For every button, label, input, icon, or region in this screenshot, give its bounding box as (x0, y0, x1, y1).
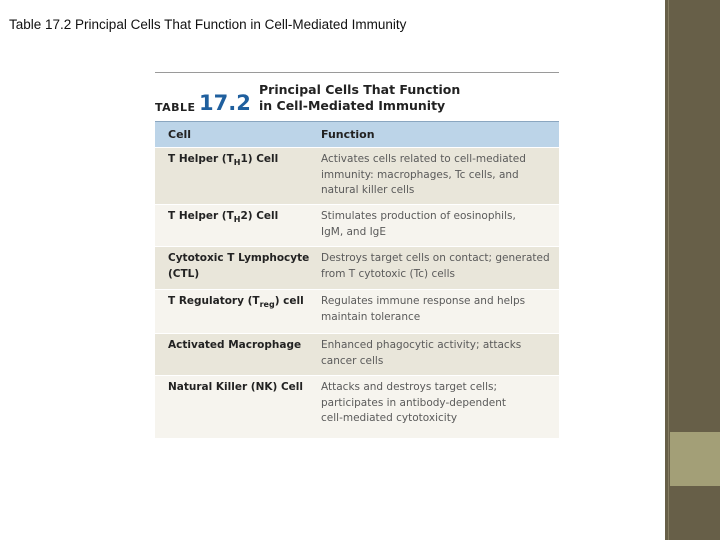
table-row (155, 289, 559, 333)
cell-name-text: T Regulatory (T (168, 295, 260, 307)
cell-name-subscript: H (233, 215, 241, 225)
cell-name (155, 290, 321, 333)
table-row (155, 375, 559, 438)
table-header (155, 73, 559, 121)
cell-function: Activates cells related to cell-mediated immunity: macrophages, Tc cells, and natural killer cells (321, 153, 526, 196)
cell-function: Stimulates production of eosinophils, IgM, and IgE (321, 210, 516, 238)
table-row (155, 246, 559, 289)
table-row (155, 333, 559, 375)
cell-name-tail: ) cell (274, 295, 304, 307)
cell-name (155, 247, 321, 289)
cell-name (155, 376, 321, 438)
slide-title: Table 17.2 Principal Cells That Function in Cell-Mediated Immunity (9, 17, 407, 32)
cell-name (155, 334, 321, 375)
cell-name (155, 205, 321, 246)
cell-name-text: T Helper (T (168, 210, 234, 222)
cell-name-tail: 1) Cell (240, 153, 279, 165)
table-figure (155, 72, 559, 438)
cell-name-text: Activated Macrophage (168, 339, 302, 351)
side-decoration-bar (665, 0, 720, 540)
cell-name-tail: 2) Cell (240, 210, 279, 222)
cell-name (155, 148, 321, 204)
cell-name-text: Natural Killer (NK) Cell (168, 381, 303, 393)
table-caption: Principal Cells That Function in Cell-Mediated Immunity (259, 82, 461, 113)
cell-name-text: T Helper (T (168, 153, 234, 165)
cell-function: Regulates immune response and helps maintain tolerance (321, 295, 526, 323)
column-header-function: Function (321, 128, 375, 141)
side-bar-line (668, 0, 669, 540)
table-body (155, 147, 559, 438)
cell-function: Destroys target cells on contact; generated from T cytotoxic (Tc) cells (321, 252, 550, 280)
cell-function: Attacks and destroys target cells; participates in antibody-dependent cell-mediated cytotoxicity (321, 381, 507, 424)
column-header-row (155, 121, 559, 147)
column-header-cell: Cell (168, 128, 192, 141)
cell-function: Enhanced phagocytic activity; attacks cancer cells (321, 339, 522, 367)
cell-name-subscript: reg (259, 300, 275, 310)
table-label: TABLE (155, 101, 196, 114)
cell-name-subscript: H (233, 158, 241, 168)
cell-name-text: Cytotoxic T Lymphocyte (CTL) (168, 252, 310, 280)
side-bar-accent-block (670, 432, 720, 486)
table-row (155, 147, 559, 204)
table-row (155, 204, 559, 246)
table-number: 17.2 (199, 91, 251, 115)
